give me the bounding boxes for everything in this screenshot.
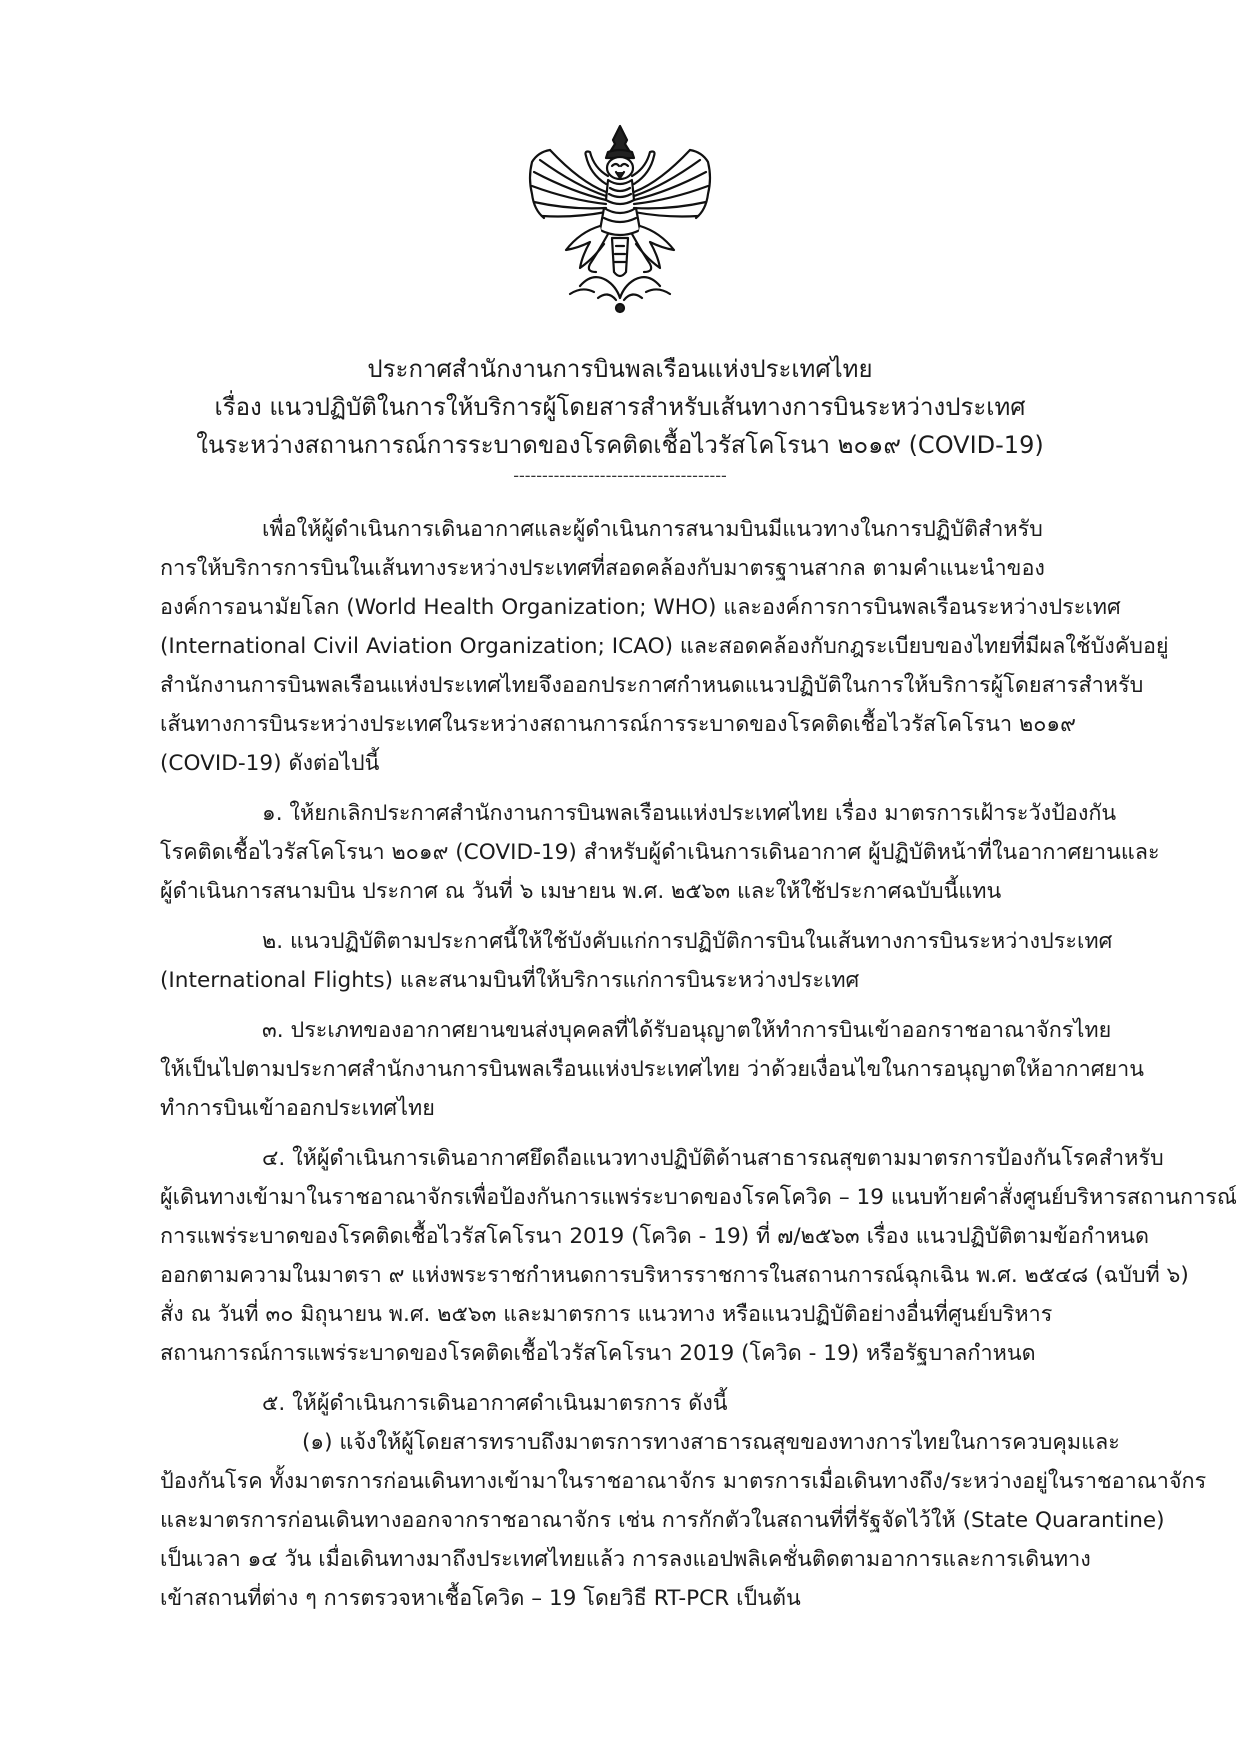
text-line: ป้องกันโรค ทั้งมาตรการก่อนเดินทางเข้ามาในราชอาณาจักร มาตรการเมื่อเดินทางถึง/ระหว่างอยู่ในราชอาณาจักร — [160, 1469, 1207, 1494]
heading-line-1: ประกาศสำนักงานการบินพลเรือนแห่งประเทศไทย — [367, 355, 873, 383]
intro-paragraph — [160, 510, 1169, 783]
clause-5-sub-1 — [160, 1423, 1207, 1618]
text-line: องค์การอนามัยโลก (World Health Organization; WHO) และองค์การการบินพลเรือนระหว่างประเทศ — [160, 595, 1121, 620]
heading-line-3: ในระหว่างสถานการณ์การระบาดของโรคติดเชื้อไวรัสโคโรนา ๒๐๑๙ (COVID-19) — [196, 431, 1044, 459]
text-line: ๒. แนวปฏิบัติตามประกาศนี้ให้ใช้บังคับแก่การปฏิบัติการบินในเส้นทางการบินระหว่างประเทศ — [262, 929, 1113, 954]
text-line: การแพร่ระบาดของโรคติดเชื้อไวรัสโคโรนา 2019 (โควิด - 19) ที่ ๗/๒๕๖๓ เรื่อง แนวปฏิบัติตามข้อกำหนด — [160, 1224, 1149, 1249]
text-line: (International Civil Aviation Organization; ICAO) และสอดคล้องกับกฎระเบียบของไทยที่มีผลใช้บังคับอยู่ — [160, 634, 1169, 659]
text-line: เข้าสถานที่ต่าง ๆ การตรวจหาเชื้อโควิด – 19 โดยวิธี RT-PCR เป็นต้น — [160, 1586, 801, 1611]
text-line: ทำการบินเข้าออกประเทศไทย — [160, 1096, 435, 1121]
text-line: โรคติดเชื้อไวรัสโคโรนา ๒๐๑๙ (COVID-19) สำหรับผู้ดำเนินการเดินอากาศ ผู้ปฏิบัติหน้าที่ในอากาศยานและ — [160, 840, 1160, 865]
clause-1 — [160, 794, 1160, 911]
text-line: ๔. ให้ผู้ดำเนินการเดินอากาศยึดถือแนวทางปฏิบัติด้านสาธารณสุขตามมาตรการป้องกันโรคสำหรับ — [262, 1146, 1164, 1171]
text-line: ๕. ให้ผู้ดำเนินการเดินอากาศดำเนินมาตรการ ดังนี้ — [262, 1391, 728, 1416]
garuda-emblem-icon — [520, 122, 720, 322]
announcement-heading — [160, 350, 1080, 464]
text-line: ผู้เดินทางเข้ามาในราชอาณาจักรเพื่อป้องกันการแพร่ระบาดของโรคโควิด – 19 แนบท้ายคำสั่งศูนย์บริหารสถานการณ์ — [160, 1185, 1237, 1210]
text-line: (International Flights) และสนามบินที่ให้บริการแก่การบินระหว่างประเทศ — [160, 968, 860, 993]
text-line: และมาตรการก่อนเดินทางออกจากราชอาณาจักร เช่น การกักตัวในสถานที่ที่รัฐจัดไว้ให้ (State Quarantine) — [160, 1508, 1165, 1533]
text-line: เป็นเวลา ๑๔ วัน เมื่อเดินทางมาถึงประเทศไทยแล้ว การลงแอปพลิเคชั่นติดตามอาการและการเดินทาง — [160, 1547, 1091, 1572]
heading-line-2: เรื่อง แนวปฏิบัติในการให้บริการผู้โดยสารสำหรับเส้นทางการบินระหว่างประเทศ — [214, 393, 1026, 421]
text-line: การให้บริการการบินในเส้นทางระหว่างประเทศที่สอดคล้องกับมาตรฐานสากล ตามคำแนะนำของ — [160, 556, 1045, 581]
clause-2 — [160, 922, 1113, 1000]
clause-3 — [160, 1011, 1144, 1128]
clause-5 — [160, 1384, 1090, 1423]
text-line: ออกตามความในมาตรา ๙ แห่งพระราชกำหนดการบริหารราชการในสถานการณ์ฉุกเฉิน พ.ศ. ๒๕๔๘ (ฉบับที่ ๖) — [160, 1263, 1189, 1288]
separator-line: ------------------------------------- — [513, 466, 727, 485]
document-body — [160, 510, 1237, 1629]
text-line: ให้เป็นไปตามประกาศสำนักงานการบินพลเรือนแห่งประเทศไทย ว่าด้วยเงื่อนไขในการอนุญาตให้อากาศยาน — [160, 1057, 1144, 1082]
text-line: ๓. ประเภทของอากาศยานขนส่งบุคคลที่ได้รับอนุญาตให้ทำการบินเข้าออกราชอาณาจักรไทย — [262, 1018, 1112, 1043]
text-line: เส้นทางการบินระหว่างประเทศในระหว่างสถานการณ์การระบาดของโรคติดเชื้อไวรัสโคโรนา ๒๐๑๙ — [160, 712, 1076, 737]
clause-4 — [160, 1139, 1237, 1373]
text-line: ผู้ดำเนินการสนามบิน ประกาศ ณ วันที่ ๖ เมษายน พ.ศ. ๒๕๖๓ และให้ใช้ประกาศฉบับนี้แทน — [160, 879, 1002, 904]
text-line: เพื่อให้ผู้ดำเนินการเดินอากาศและผู้ดำเนินการสนามบินมีแนวทางในการปฏิบัติสำหรับ — [262, 517, 1043, 542]
text-line: สถานการณ์การแพร่ระบาดของโรคติดเชื้อไวรัสโคโรนา 2019 (โควิด - 19) หรือรัฐบาลกำหนด — [160, 1341, 1036, 1366]
text-line: ๑. ให้ยกเลิกประกาศสำนักงานการบินพลเรือนแห่งประเทศไทย เรื่อง มาตรการเฝ้าระวังป้องกัน — [262, 801, 1117, 826]
text-line: (COVID-19) ดังต่อไปนี้ — [160, 751, 380, 776]
text-line: สำนักงานการบินพลเรือนแห่งประเทศไทยจึงออกประกาศกำหนดแนวปฏิบัติในการให้บริการผู้โดยสารสำหรับ — [160, 673, 1144, 698]
text-line: (๑) แจ้งให้ผู้โดยสารทราบถึงมาตรการทางสาธารณสุขของทางการไทยในการควบคุมและ — [302, 1430, 1120, 1455]
text-line: สั่ง ณ วันที่ ๓๐ มิถุนายน พ.ศ. ๒๕๖๓ และมาตรการ แนวทาง หรือแนวปฏิบัติอย่างอื่นที่ศูนย์บริหาร — [160, 1302, 1053, 1327]
